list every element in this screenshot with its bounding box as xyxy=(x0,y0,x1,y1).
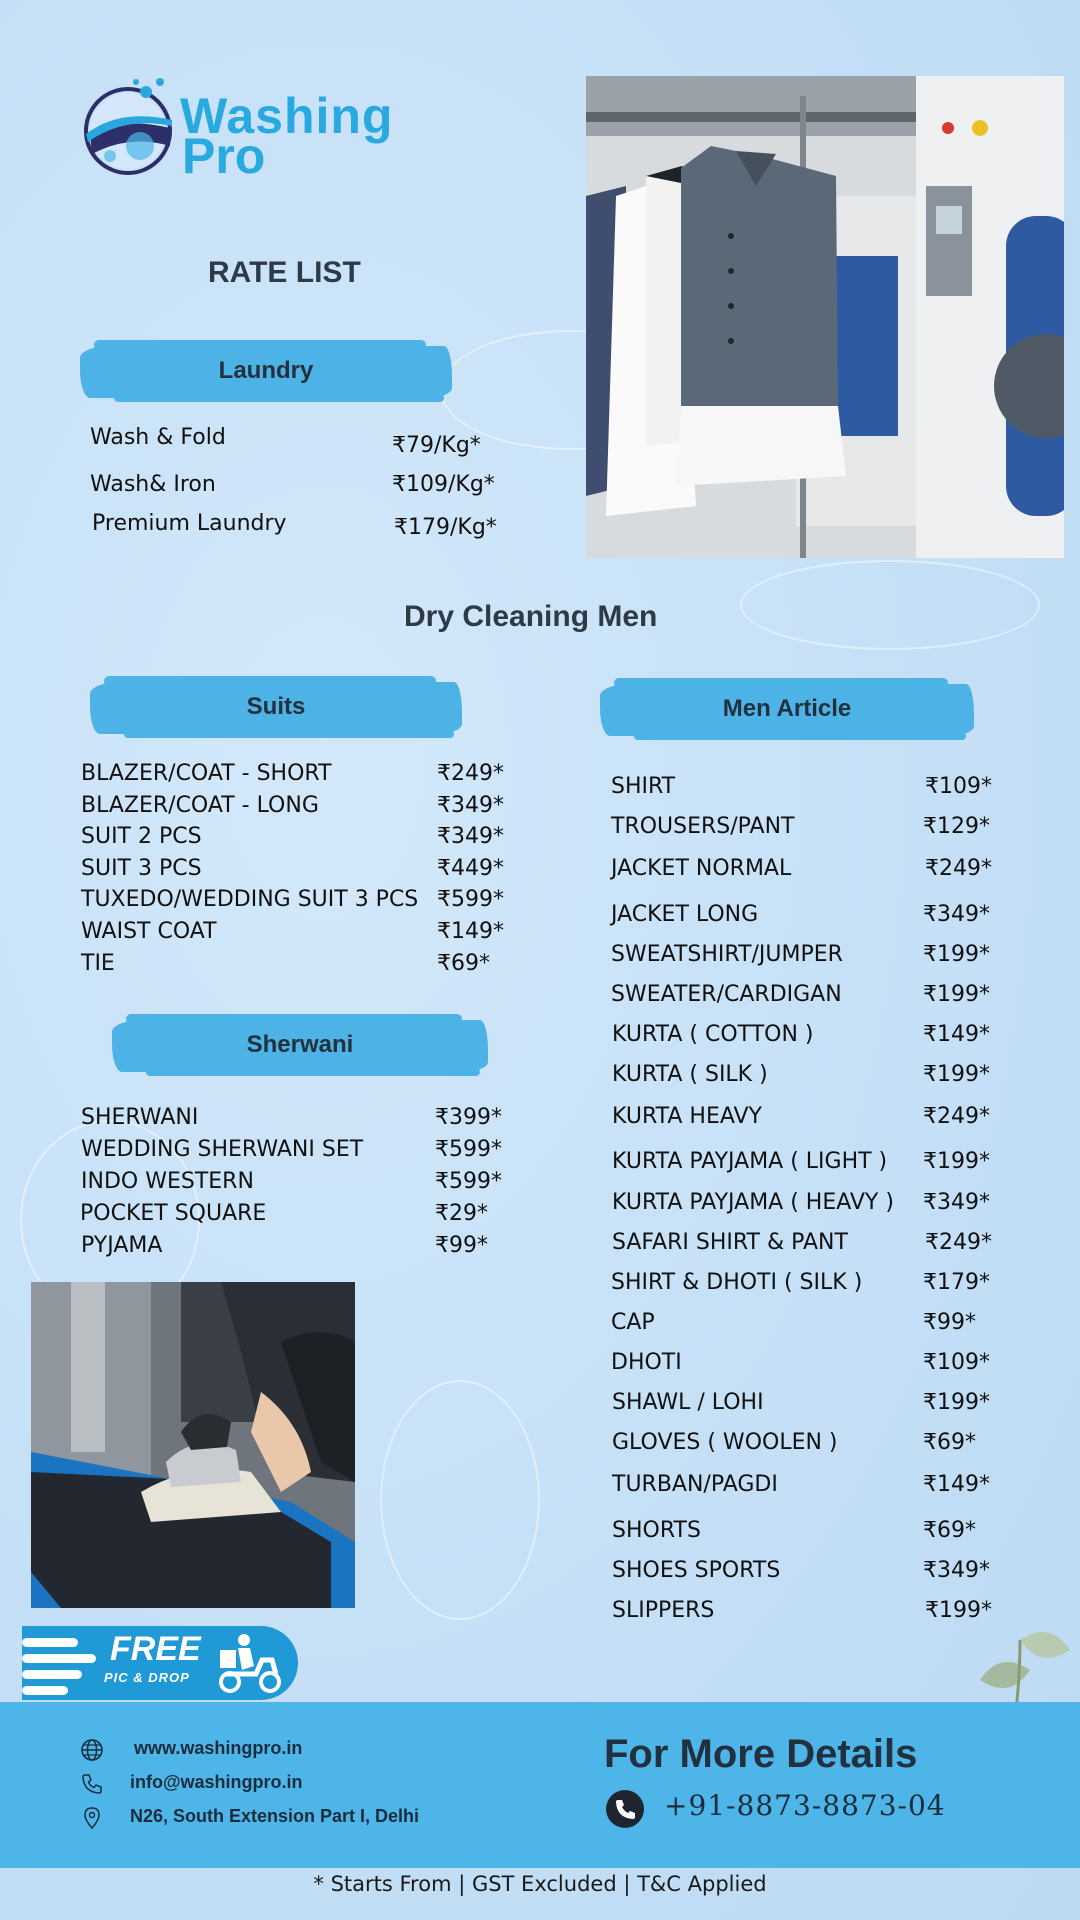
men-article-item-price: ₹109* xyxy=(923,1350,990,1375)
men-article-item-price: ₹349* xyxy=(923,1190,990,1215)
men-article-item-name: JACKET LONG xyxy=(611,902,759,927)
men-article-item-price: ₹129* xyxy=(923,814,990,839)
men-article-item-name: JACKET NORMAL xyxy=(611,856,792,881)
sherwani-item-price: ₹399* xyxy=(435,1105,502,1130)
men-article-item-name: SHIRT & DHOTI ( SILK ) xyxy=(611,1270,863,1295)
brand-name-line2: Pro xyxy=(182,128,266,184)
laundry-title: Laundry xyxy=(218,357,314,384)
suits-item-price: ₹599* xyxy=(437,887,504,912)
sherwani-item-name: SHERWANI xyxy=(81,1105,199,1130)
men-article-item-price: ₹199* xyxy=(923,982,990,1007)
men-article-item-name: TROUSERS/PANT xyxy=(611,814,795,839)
laundry-item-price: ₹109/Kg* xyxy=(392,472,495,497)
suits-item-name: TUXEDO/WEDDING SUIT 3 PCS xyxy=(81,887,419,912)
men-article-item-price: ₹249* xyxy=(925,856,992,881)
men-article-item-name: KURTA HEAVY xyxy=(612,1104,762,1129)
men-article-item-name: SHORTS xyxy=(612,1518,701,1543)
sherwani-item-price: ₹99* xyxy=(435,1233,488,1258)
suits-item-name: BLAZER/COAT - LONG xyxy=(81,793,319,818)
men-article-item-price: ₹199* xyxy=(923,1390,990,1415)
suits-item-name: WAIST COAT xyxy=(81,919,217,944)
rate-list-title: RATE LIST xyxy=(208,256,361,289)
men-article-item-name: SHOES SPORTS xyxy=(612,1558,781,1583)
free-label: FREE xyxy=(110,1630,201,1668)
laundry-banner xyxy=(80,340,452,402)
phone-icon xyxy=(606,1790,644,1828)
laundry-item-name: Wash & Fold xyxy=(90,425,226,450)
men-article-item-name: KURTA ( COTTON ) xyxy=(612,1022,814,1047)
men-article-item-price: ₹109* xyxy=(925,774,992,799)
email-link[interactable]: info@washingpro.in xyxy=(130,1772,303,1792)
men-article-item-name: SWEATSHIRT/JUMPER xyxy=(611,942,843,967)
laundry-item-price: ₹179/Kg* xyxy=(394,515,497,540)
sherwani-item-price: ₹599* xyxy=(435,1169,502,1194)
water-splash-decoration xyxy=(740,560,1040,650)
men-article-title: Men Article xyxy=(722,695,852,722)
men-article-item-price: ₹149* xyxy=(923,1472,990,1497)
brand-name-line1: Washing xyxy=(180,88,394,144)
clothes-rack-photo xyxy=(586,76,1064,558)
men-article-item-name: TURBAN/PAGDI xyxy=(612,1472,778,1497)
men-article-item-price: ₹99* xyxy=(923,1310,976,1335)
location-pin-icon xyxy=(80,1806,104,1830)
suits-item-price: ₹69* xyxy=(437,951,490,976)
sherwani-item-price: ₹599* xyxy=(435,1137,502,1162)
sherwani-title: Sherwani xyxy=(246,1031,354,1058)
men-article-item-name: SHIRT xyxy=(611,774,676,799)
globe-icon xyxy=(80,1738,104,1762)
suits-item-name: BLAZER/COAT - SHORT xyxy=(81,761,332,786)
men-article-item-price: ₹349* xyxy=(923,1558,990,1583)
suits-title: Suits xyxy=(246,693,306,720)
men-article-item-price: ₹69* xyxy=(923,1518,976,1543)
sherwani-banner xyxy=(112,1014,488,1076)
suits-item-price: ₹449* xyxy=(437,856,504,881)
suits-item-name: SUIT 2 PCS xyxy=(81,824,202,849)
men-article-banner xyxy=(600,678,974,740)
phone-outline-icon xyxy=(80,1772,104,1796)
suits-item-name: TIE xyxy=(81,951,115,976)
suits-item-name: SUIT 3 PCS xyxy=(81,856,202,881)
suits-item-price: ₹249* xyxy=(437,761,504,786)
suits-item-price: ₹349* xyxy=(437,793,504,818)
sherwani-item-name: POCKET SQUARE xyxy=(80,1201,267,1226)
pic-drop-label: PIC & DROP xyxy=(104,1670,190,1685)
men-article-item-price: ₹249* xyxy=(925,1230,992,1255)
sherwani-item-price: ₹29* xyxy=(435,1201,488,1226)
dry-cleaning-title: Dry Cleaning Men xyxy=(404,600,658,633)
delivery-scooter-icon xyxy=(216,1632,286,1694)
sherwani-item-name: PYJAMA xyxy=(81,1233,163,1258)
men-article-item-price: ₹199* xyxy=(925,1598,992,1623)
sherwani-item-name: INDO WESTERN xyxy=(81,1169,254,1194)
more-details-heading: For More Details xyxy=(604,1732,918,1776)
terms-note: * Starts From | GST Excluded | T&C Applied xyxy=(313,1872,767,1896)
men-article-item-name: GLOVES ( WOOLEN ) xyxy=(612,1430,838,1455)
men-article-item-price: ₹199* xyxy=(923,1062,990,1087)
ironing-photo xyxy=(31,1282,355,1608)
men-article-item-name: DHOTI xyxy=(611,1350,682,1375)
men-article-item-price: ₹349* xyxy=(923,902,990,927)
men-article-item-name: KURTA PAYJAMA ( HEAVY ) xyxy=(612,1190,894,1215)
men-article-item-name: KURTA ( SILK ) xyxy=(612,1062,768,1087)
men-article-item-name: SAFARI SHIRT & PANT xyxy=(612,1230,848,1255)
men-article-item-price: ₹69* xyxy=(923,1430,976,1455)
laundry-item-name: Wash& Iron xyxy=(90,472,216,497)
men-article-item-name: KURTA PAYJAMA ( LIGHT ) xyxy=(612,1149,888,1174)
men-article-item-name: SLIPPERS xyxy=(612,1598,715,1623)
laundry-item-name: Premium Laundry xyxy=(92,511,287,536)
men-article-item-price: ₹199* xyxy=(923,942,990,967)
brand-name xyxy=(180,88,394,184)
water-splash-decoration xyxy=(380,1380,540,1620)
men-article-item-price: ₹249* xyxy=(923,1104,990,1129)
suits-banner xyxy=(90,676,462,738)
website-link[interactable]: www.washingpro.in xyxy=(134,1738,303,1758)
phone-number[interactable]: +91-8873-8873-04 xyxy=(664,1789,946,1822)
free-pickup-badge[interactable] xyxy=(22,1626,298,1700)
men-article-item-price: ₹179* xyxy=(923,1270,990,1295)
men-article-item-name: CAP xyxy=(611,1310,655,1335)
men-article-item-name: SWEATER/CARDIGAN xyxy=(611,982,842,1007)
suits-item-price: ₹349* xyxy=(437,824,504,849)
brand-logo[interactable] xyxy=(80,76,420,186)
men-article-item-name: SHAWL / LOHI xyxy=(612,1390,764,1415)
laundry-item-price: ₹79/Kg* xyxy=(392,433,481,458)
men-article-item-price: ₹199* xyxy=(923,1149,990,1174)
address-text: N26, South Extension Part I, Delhi xyxy=(130,1806,420,1826)
men-article-item-price: ₹149* xyxy=(923,1022,990,1047)
sherwani-item-name: WEDDING SHERWANI SET xyxy=(81,1137,364,1162)
suits-item-price: ₹149* xyxy=(437,919,504,944)
bubble-logo-icon xyxy=(80,76,180,186)
